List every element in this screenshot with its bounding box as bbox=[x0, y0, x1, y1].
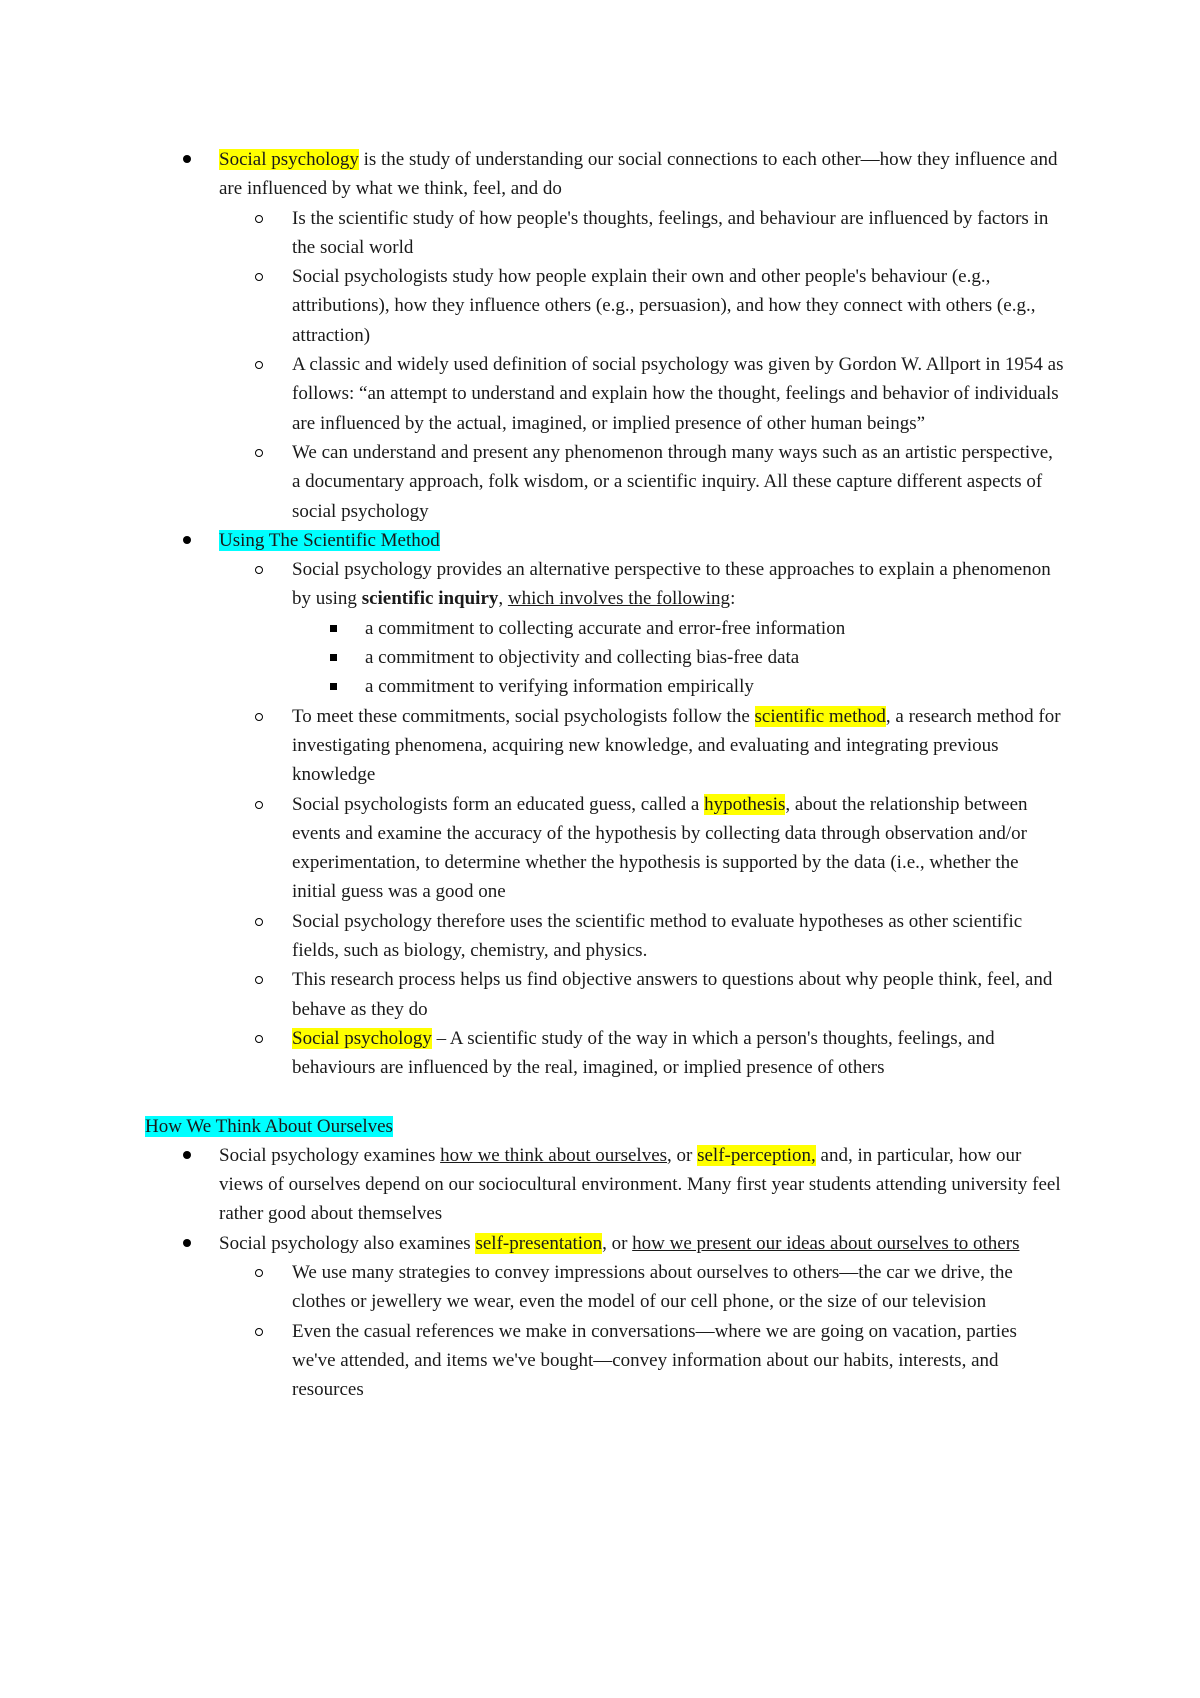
list-item bbox=[145, 907, 1065, 966]
underlined-text: how we present our ideas about ourselves to others bbox=[632, 1232, 1020, 1254]
list-item bbox=[145, 702, 1065, 790]
item-text: – A scientific study of the way in which a person's thoughts, feelings, and behaviours are influenced by the real, imagined, or implied presence of others bbox=[292, 1027, 995, 1079]
bullet-circle-icon bbox=[255, 215, 263, 223]
section-social-psychology bbox=[145, 145, 1065, 1083]
list-item bbox=[145, 438, 1065, 526]
list-item bbox=[145, 1141, 1065, 1229]
item-text: Social psychologists form an educated guess, called a bbox=[292, 793, 705, 815]
highlighted-term: scientific method bbox=[754, 705, 886, 727]
item-text: Social psychology provides an alternative perspective to these approaches to explain a phenomenon by using bbox=[292, 559, 1051, 610]
item-text: , about the relationship between events and examine the accuracy of the hypothesis by collecting data through observation and/or experimentation, to determine whether the hypothesis is supported by the data (i.e., whether the initial guess was a good one bbox=[292, 793, 1028, 903]
bullet-circle-icon bbox=[255, 918, 263, 926]
bullet-disc-icon bbox=[183, 155, 191, 163]
list-item bbox=[145, 1024, 1065, 1083]
item-text: , or bbox=[667, 1144, 698, 1166]
item-text: Even the casual references we make in conversations—where we are going on vacation, parties we've attended, and items we've bought—convey information about our habits, interests, and resources bbox=[292, 1320, 1017, 1401]
bullet-square-icon bbox=[330, 683, 337, 690]
highlighted-term: hypothesis bbox=[704, 793, 786, 815]
list-item bbox=[145, 643, 1065, 672]
list-item bbox=[145, 965, 1065, 1024]
item-text: Social psychology therefore uses the scientific method to evaluate hypotheses as other scientific fields, such as biology, chemistry, and physics. bbox=[292, 910, 1023, 962]
bold-term: scientific inquiry bbox=[361, 588, 499, 610]
underlined-text: which involves the following bbox=[507, 588, 731, 610]
bullet-circle-icon bbox=[255, 1269, 263, 1277]
item-text: This research process helps us find objective answers to questions about why people think, feel, and behave as they do bbox=[292, 969, 1053, 1020]
item-text: is the study of understanding our social connections to each other—how they influence and are influenced by what we think, feel, and do bbox=[219, 149, 1058, 200]
item-text: Is the scientific study of how people's thoughts, feelings, and behaviour are influenced by factors in the social world bbox=[292, 207, 1049, 258]
document-content bbox=[145, 145, 1065, 1404]
bullet-square-icon bbox=[330, 654, 337, 661]
bullet-disc-icon bbox=[183, 1151, 191, 1159]
highlighted-term: Social psychology bbox=[219, 149, 359, 170]
highlighted-term: self-presentation bbox=[475, 1232, 603, 1254]
item-text: a commitment to collecting accurate and error-free information bbox=[365, 617, 846, 639]
bullet-circle-icon bbox=[255, 713, 263, 721]
item-text: A classic and widely used definition of social psychology was given by Gordon W. Allport in 1954 as follows: “an attempt to understand and explain how the thought, feelings and behavior of individuals are influenced by the actual, imagined, or implied presence of other human beings” bbox=[292, 354, 1064, 434]
item-text: Social psychologists study how people explain their own and other people's behaviour (e.g., attributions), how they influence others (e.g., persuasion), and how they connect with others (e.g., attraction) bbox=[292, 266, 1036, 346]
item-text: Social psychology also examines bbox=[219, 1232, 476, 1254]
bullet-circle-icon bbox=[255, 566, 263, 574]
bullet-disc-icon bbox=[183, 1239, 191, 1247]
bullet-circle-icon bbox=[255, 1035, 263, 1043]
bullet-disc-icon bbox=[183, 536, 191, 544]
bullet-circle-icon bbox=[255, 976, 263, 984]
item-text: a commitment to objectivity and collecting bias-free data bbox=[365, 647, 800, 669]
item-text: : bbox=[730, 588, 736, 610]
item-text: and, in particular, how our views of ourselves depend on our sociocultural environment. Many first year students attending university feel rather good about themselves bbox=[219, 1144, 1061, 1225]
bullet-circle-icon bbox=[255, 361, 263, 369]
list-item bbox=[145, 350, 1065, 438]
bullet-square-icon bbox=[330, 625, 337, 632]
list-item bbox=[145, 145, 1065, 204]
list-item bbox=[145, 1317, 1065, 1405]
bullet-circle-icon bbox=[255, 1328, 263, 1336]
list-item bbox=[145, 1229, 1065, 1258]
section-heading bbox=[145, 1112, 1065, 1141]
list-item-section-title bbox=[145, 526, 1065, 555]
item-text: a commitment to verifying information empirically bbox=[365, 676, 754, 698]
highlighted-term: Social psychology bbox=[292, 1027, 432, 1049]
highlighted-term: self-perception, bbox=[697, 1144, 816, 1166]
section-how-we-think bbox=[145, 1141, 1065, 1405]
item-text: To meet these commitments, social psychologists follow the bbox=[292, 705, 755, 727]
underlined-text: how we think about ourselves bbox=[440, 1144, 668, 1166]
heading-text: How We Think About Ourselves bbox=[145, 1115, 393, 1137]
item-text: We can understand and present any phenomenon through many ways such as an artistic perspective, a documentary approach, folk wisdom, or a scientific inquiry. All these capture different aspects of social psychology bbox=[292, 441, 1053, 522]
list-item bbox=[145, 204, 1065, 263]
item-text: , bbox=[498, 588, 508, 610]
list-item bbox=[145, 672, 1065, 701]
item-text: Social psychology examines bbox=[219, 1144, 441, 1166]
item-text: , or bbox=[602, 1232, 633, 1254]
list-item bbox=[145, 790, 1065, 907]
bullet-circle-icon bbox=[255, 801, 263, 809]
list-item bbox=[145, 262, 1065, 350]
item-text: We use many strategies to convey impressions about ourselves to others—the car we drive, the clothes or jewellery we wear, even the model of our cell phone, or the size of our television bbox=[292, 1261, 1013, 1313]
spacer bbox=[145, 1083, 1065, 1112]
section-title: Using The Scientific Method bbox=[219, 529, 440, 551]
list-item bbox=[145, 1258, 1065, 1317]
bullet-circle-icon bbox=[255, 273, 263, 281]
item-text: , a research method for investigating phenomena, acquiring new knowledge, and evaluating and integrating previous knowledge bbox=[292, 705, 1061, 786]
bullet-circle-icon bbox=[255, 449, 263, 457]
list-item bbox=[145, 555, 1065, 614]
list-item bbox=[145, 614, 1065, 643]
